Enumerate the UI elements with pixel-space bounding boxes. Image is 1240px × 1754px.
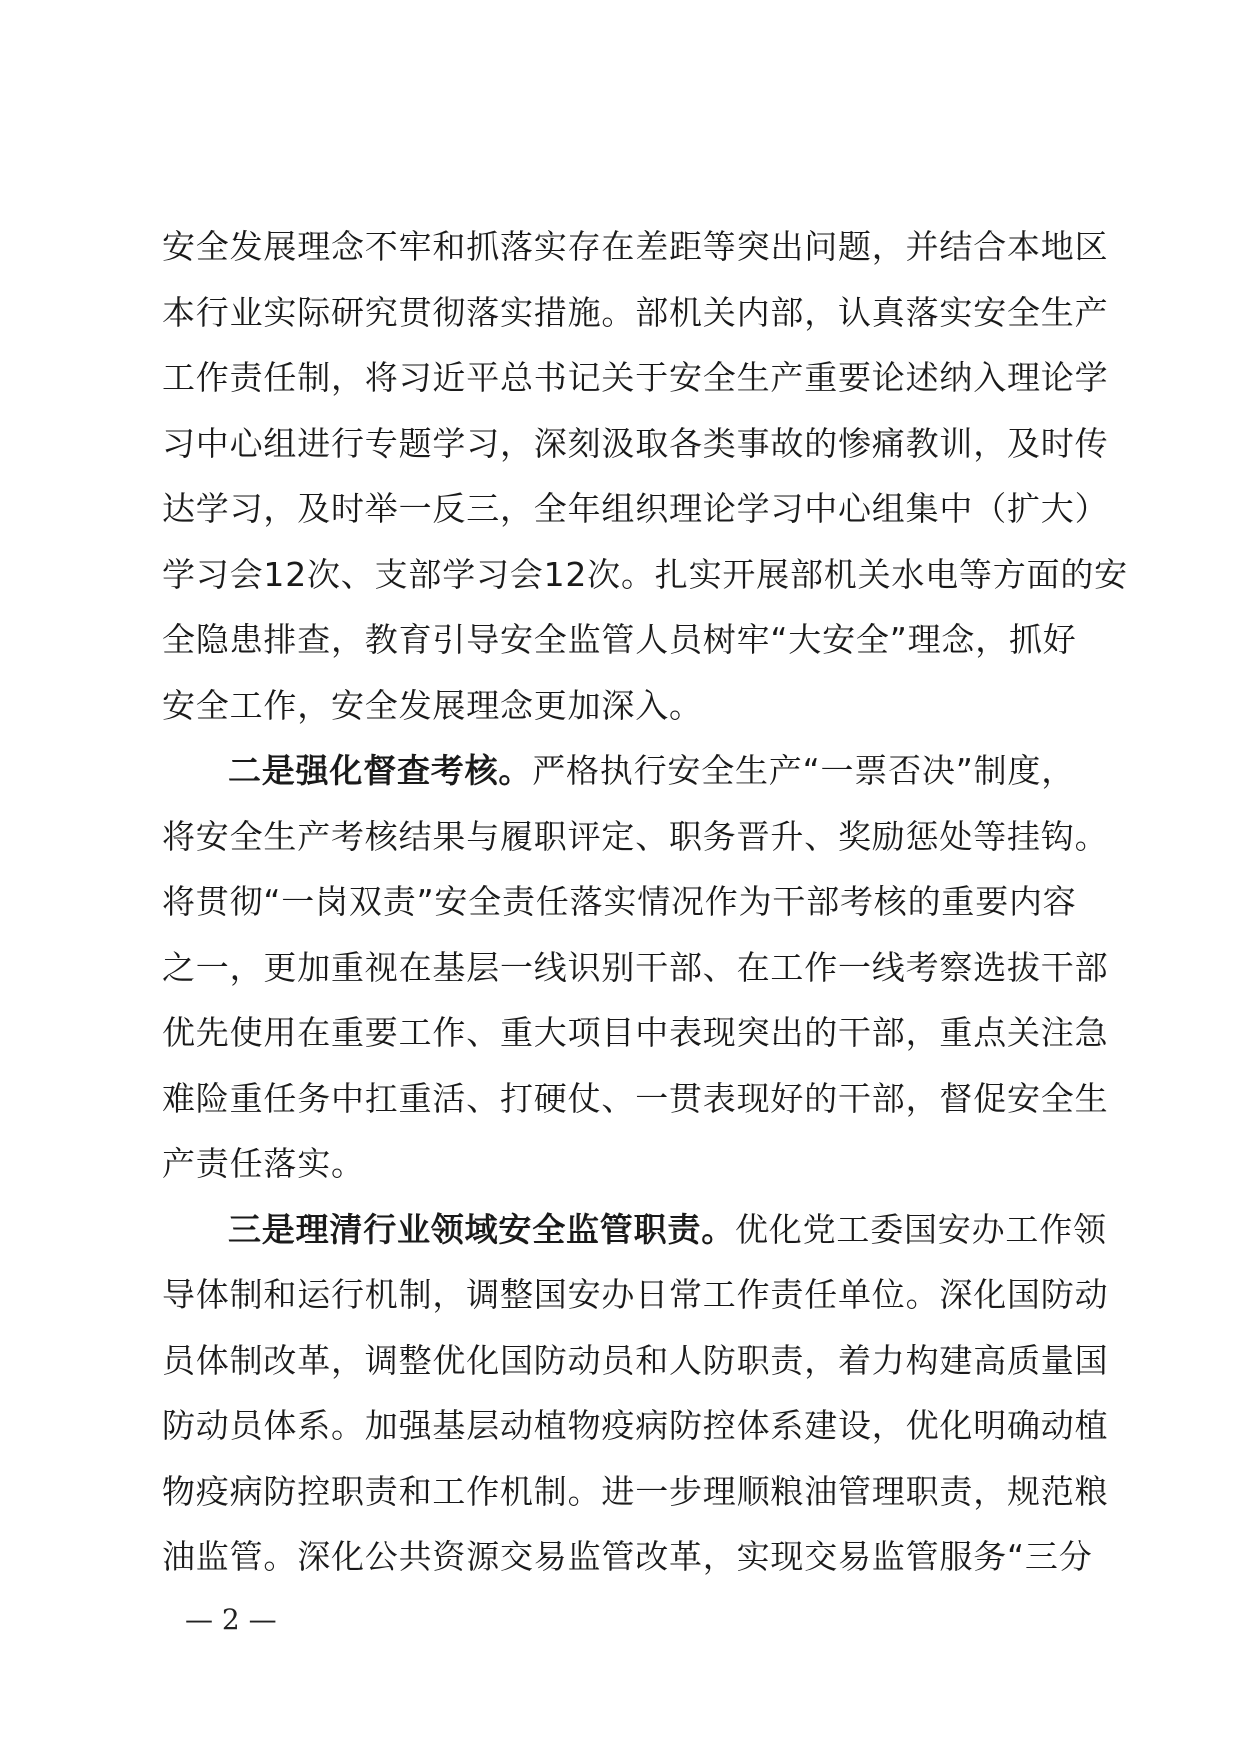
text-line: 产责任落实。 xyxy=(162,1144,365,1183)
document-body xyxy=(162,214,1128,1590)
text-line: 全隐患排查，教育引导安全监管人员树牢“大安全”理念，抓好 xyxy=(162,620,1077,659)
text-line: 工作责任制，将习近平总书记关于安全生产重要论述纳入理论学 xyxy=(162,358,1109,397)
text-line: 防动员体系。加强基层动植物疫病防控体系建设，优化明确动植 xyxy=(162,1406,1109,1445)
paragraph-3 xyxy=(162,1197,1109,1590)
text-line: 之一，更加重视在基层一线识别干部、在工作一线考察选拔干部 xyxy=(162,947,1109,987)
paragraph-first-line xyxy=(162,738,1100,804)
text-line: 学习会12次、支部学习会12次。扎实开展部机关水电等方面的安 xyxy=(162,554,1128,594)
paragraph-text: 严格执行安全生产“一票否决”制度， xyxy=(532,751,1075,790)
text-line: 安全发展理念不牢和抓落实存在差距等突出问题，并结合本地区 xyxy=(162,227,1109,266)
text-line: 难险重任务中扛重活、打硬仗、一贯表现好的干部，督促安全生 xyxy=(162,1078,1109,1118)
text-line: 本行业实际研究贯彻落实措施。部机关内部，认真落实安全生产 xyxy=(162,292,1109,332)
paragraph-text: 优化党工委国安办工作领 xyxy=(735,1209,1107,1249)
text-line: 习中心组进行专题学习，深刻汲取各类事故的惨痛教训，及时传 xyxy=(162,423,1109,463)
text-line: 达学习，及时举一反三，全年组织理论学习中心组集中（扩大） xyxy=(162,489,1109,528)
paragraph-1 xyxy=(162,214,1128,738)
text-line: 员体制改革，调整优化国防动员和人防职责，着力构建高质量国 xyxy=(162,1340,1109,1380)
text-line: 物疫病防控职责和工作机制。进一步理顺粮油管理职责，规范粮 xyxy=(162,1471,1109,1511)
text-line: 油监管。深化公共资源交易监管改革，实现交易监管服务“三分 xyxy=(162,1537,1093,1576)
paragraph-first-line xyxy=(162,1197,1107,1263)
text-line: 将安全生产考核结果与履职评定、职务晋升、奖励惩处等挂钩。 xyxy=(162,816,1109,856)
text-line: 优先使用在重要工作、重大项目中表现突出的干部，重点关注急 xyxy=(162,1013,1109,1052)
text-line: 安全工作，安全发展理念更加深入。 xyxy=(162,685,703,725)
paragraph-2 xyxy=(162,738,1109,1197)
paragraph-heading: 二是强化督查考核。 xyxy=(228,751,533,790)
page-number: — 2 — xyxy=(185,1603,277,1636)
text-line: 将贯彻“一岗双责”安全责任落实情况作为干部考核的重要内容 xyxy=(162,882,1077,921)
text-line: 导体制和运行机制，调整国安办日常工作责任单位。深化国防动 xyxy=(162,1275,1109,1314)
paragraph-heading: 三是理清行业领域安全监管职责。 xyxy=(228,1209,735,1249)
